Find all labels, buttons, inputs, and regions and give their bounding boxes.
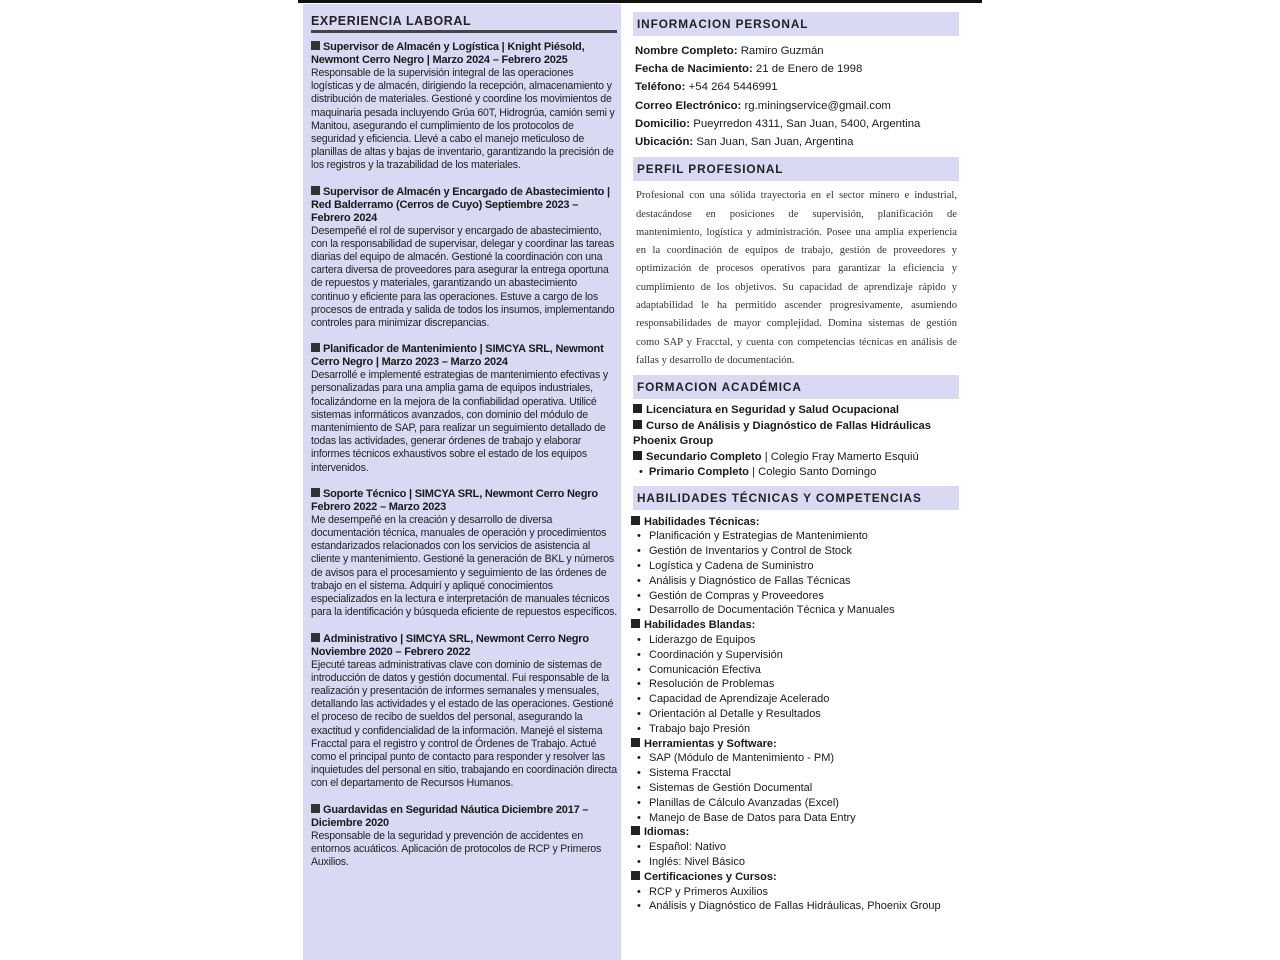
square-bullet-icon bbox=[311, 186, 320, 195]
info-label: Ubicación: bbox=[635, 136, 694, 149]
job-description: Responsable de la supervisión integral de las operaciones logísticas y de almacén, dirigiendo la recepción, almacenamiento y distribución de materiales. Gestioné y coordine los movimientos de maquinaria pesada incluyendo Grúa 60T, Hidrogrúa, camión semi y Manitou, asegurando el cumplimiento de los protocolos de seguridad y eficiencia. Llevé a cabo el manejo meticuloso de planillas de altas y bajas de inventario, garantizando la precisión de los registros y la trazabilidad de los materiales. bbox=[311, 67, 615, 172]
skill-text: Inglés: Nivel Básico bbox=[649, 856, 745, 869]
dot-bullet-icon: • bbox=[637, 530, 641, 543]
dot-bullet-icon: • bbox=[637, 752, 641, 765]
info-value: Pueyrredon 4311, San Juan, 5400, Argentina bbox=[693, 117, 921, 130]
job-description: Desempeñé el rol de supervisor y encargado de abastecimiento, con la responsabilidad de supervisar, delegar y coordinar las tareas diarias del equipo de almacén. Gestioné la coordinación con una cartera diversa de proveedores para asegurar la entrega oportuna de repuestos y materiales, garantizando un abastecimiento continuo y eficiente para las operaciones. Estuve a cargo de los procesos de entrada y salida de todos los insumos, implementando controles para minimizar discrepancias. bbox=[311, 224, 615, 330]
skill-item bbox=[631, 559, 959, 574]
dot-bullet-icon: • bbox=[637, 634, 641, 647]
skill-item bbox=[631, 811, 959, 826]
education-degree: Primario Completo bbox=[648, 466, 750, 479]
top-border bbox=[298, 0, 982, 3]
square-bullet-icon bbox=[311, 41, 320, 50]
dot-bullet-icon: • bbox=[637, 841, 641, 854]
skill-item bbox=[631, 663, 959, 678]
personal-info-row bbox=[635, 60, 957, 78]
dot-bullet-icon: • bbox=[637, 678, 641, 691]
dot-bullet-icon: • bbox=[637, 604, 641, 617]
skill-text: Capacidad de Aprendizaje Acelerado bbox=[649, 693, 830, 706]
skill-text: Sistema Fracctal bbox=[649, 767, 731, 780]
personal-info-title: INFORMACION PERSONAL bbox=[633, 12, 959, 36]
job-heading-text: Planificador de Mantenimiento | SIMCYA SRL, Newmont Cerro Negro | Marzo 2023 – Marzo 2024 bbox=[311, 343, 604, 369]
skills-list bbox=[631, 515, 959, 915]
dot-bullet-icon: • bbox=[637, 574, 641, 587]
square-bullet-icon bbox=[631, 516, 640, 525]
skill-text: Resolución de Problemas bbox=[649, 678, 775, 691]
square-bullet-icon bbox=[633, 420, 642, 429]
info-value: San Juan, San Juan, Argentina bbox=[696, 136, 854, 149]
skill-item bbox=[631, 589, 959, 604]
skill-item bbox=[631, 692, 959, 707]
square-bullet-icon bbox=[311, 633, 320, 642]
skill-text: Español: Nativo bbox=[649, 841, 727, 854]
skill-text: Trabajo bajo Presión bbox=[649, 722, 751, 735]
square-bullet-icon bbox=[633, 451, 642, 460]
info-label: Fecha de Nacimiento: bbox=[635, 63, 753, 76]
education-item bbox=[633, 419, 959, 450]
skill-group-name: Habilidades Blandas: bbox=[644, 619, 756, 632]
info-value: +54 264 5446991 bbox=[688, 81, 778, 94]
education-item bbox=[633, 450, 959, 466]
profile-text: Profesional con una sólida trayectoria en el sector minero e industrial, destacándose en posiciones de supervisión, planificación de mantenimiento, logística y administración. Posee una amplia experiencia en la coordinación de equipos de trabajo, gestión de proveedores y optimización de procesos operativos para garantizar la eficiencia y cumplimiento de los objetivos. Su capacidad de aprendizaje rápido y adaptabilidad le ha permitido ascender progresivamente, asumiendo responsabilidades de mayor complejidad. Domina sistemas de gestión como SAP y Fracctal, y cuenta con competencias técnicas en análisis de fallas y desarrollo de documentación. bbox=[636, 190, 957, 366]
job-heading bbox=[311, 186, 617, 225]
skill-group-heading bbox=[631, 825, 959, 840]
personal-info-row bbox=[635, 115, 957, 133]
education-institution: | Colegio Fray Mamerto Esquiú bbox=[761, 450, 919, 463]
info-column bbox=[633, 12, 959, 914]
info-value: 21 de Enero de 1998 bbox=[755, 63, 863, 76]
job-description: Responsable de la seguridad y prevención de accidentes en entornos acuáticos. Aplicación de protocolos de RCP y Primeros Auxilios. bbox=[311, 829, 602, 868]
square-bullet-icon bbox=[311, 343, 320, 352]
job-heading-text: Supervisor de Almacén y Encargado de Abastecimiento | Red Balderramo (Cerros de Cuyo) Septiembre 2023 – Febrero 2024 bbox=[311, 185, 610, 224]
skill-item bbox=[631, 633, 959, 648]
skill-text: Planillas de Cálculo Avanzadas (Excel) bbox=[649, 796, 839, 809]
skill-item bbox=[631, 766, 959, 781]
personal-info-row bbox=[635, 133, 957, 151]
info-label: Teléfono: bbox=[635, 81, 686, 94]
education-item bbox=[633, 403, 959, 419]
personal-info-row bbox=[635, 97, 957, 115]
info-value: rg.miningservice@gmail.com bbox=[744, 99, 891, 112]
job-heading bbox=[311, 633, 617, 659]
dot-bullet-icon: • bbox=[637, 589, 641, 602]
skill-item bbox=[631, 707, 959, 722]
education-list bbox=[633, 403, 959, 481]
experience-column bbox=[303, 4, 621, 960]
skill-item bbox=[631, 855, 959, 870]
personal-info-row bbox=[635, 42, 957, 60]
job-heading bbox=[311, 343, 617, 369]
dot-bullet-icon: • bbox=[637, 708, 641, 721]
skill-group-name: Habilidades Técnicas: bbox=[644, 515, 760, 528]
job-entry bbox=[311, 633, 617, 791]
skill-text: Coordinación y Supervisión bbox=[649, 648, 783, 661]
skill-group-heading bbox=[631, 618, 959, 633]
experience-title: EXPERIENCIA LABORAL bbox=[311, 14, 617, 33]
education-item bbox=[633, 465, 959, 481]
skill-item bbox=[631, 840, 959, 855]
dot-bullet-icon: • bbox=[637, 900, 641, 913]
dot-bullet-icon: • bbox=[637, 648, 641, 661]
dot-bullet-icon: • bbox=[637, 722, 641, 735]
square-bullet-icon bbox=[631, 738, 640, 747]
skill-text: Manejo de Base de Datos para Data Entry bbox=[649, 811, 856, 824]
dot-bullet-icon: • bbox=[637, 782, 641, 795]
skill-text: Comunicación Efectiva bbox=[649, 663, 761, 676]
skills-title: HABILIDADES TÉCNICAS Y COMPETENCIAS bbox=[633, 486, 959, 510]
job-heading-text: Soporte Técnico | SIMCYA SRL, Newmont Cerro Negro Febrero 2022 – Marzo 2023 bbox=[311, 487, 598, 513]
job-entry bbox=[311, 41, 617, 173]
job-entry bbox=[311, 343, 617, 475]
dot-bullet-icon: • bbox=[637, 796, 641, 809]
skill-text: Gestión de Inventarios y Control de Stock bbox=[649, 545, 852, 558]
skill-item bbox=[631, 677, 959, 692]
dot-bullet-icon: • bbox=[637, 767, 641, 780]
square-bullet-icon bbox=[311, 488, 320, 497]
job-heading bbox=[311, 41, 617, 67]
skill-item bbox=[631, 603, 959, 618]
skill-item bbox=[631, 885, 959, 900]
square-bullet-icon bbox=[311, 804, 320, 813]
info-label: Correo Electrónico: bbox=[635, 99, 742, 112]
skill-item bbox=[631, 722, 959, 737]
skill-text: SAP (Módulo de Mantenimiento - PM) bbox=[649, 752, 835, 765]
square-bullet-icon bbox=[631, 826, 640, 835]
skill-item bbox=[631, 796, 959, 811]
job-heading-text: Supervisor de Almacén y Logística | Knight Piésold, Newmont Cerro Negro | Marzo 2024 – Febrero 2025 bbox=[311, 41, 585, 66]
job-heading-text: Guardavidas en Seguridad Náutica Diciembre 2017 – Diciembre 2020 bbox=[311, 803, 589, 829]
skill-group-heading bbox=[631, 515, 959, 530]
job-entry bbox=[311, 186, 617, 331]
skill-group-name: Certificaciones y Cursos: bbox=[644, 870, 777, 883]
personal-info-list bbox=[635, 42, 957, 151]
education-degree: Curso de Análisis y Diagnóstico de Fallas Hidráulicas Phoenix Group bbox=[633, 419, 931, 448]
personal-info-row bbox=[635, 78, 957, 96]
skill-group-heading bbox=[631, 870, 959, 885]
dot-bullet-icon: • bbox=[637, 693, 641, 706]
education-title: FORMACION ACADÉMICA bbox=[633, 375, 959, 399]
dot-bullet-icon: • bbox=[637, 811, 641, 824]
skill-item bbox=[631, 574, 959, 589]
skill-item bbox=[631, 529, 959, 544]
profile-title: PERFIL PROFESIONAL bbox=[633, 157, 959, 181]
skill-text: Desarrollo de Documentación Técnica y Manuales bbox=[649, 604, 895, 617]
job-entry bbox=[311, 488, 617, 620]
info-value: Ramiro Guzmán bbox=[740, 45, 824, 57]
skill-group-heading bbox=[631, 737, 959, 752]
skill-text: Liderazgo de Equipos bbox=[649, 634, 756, 647]
job-description: Desarrollé e implementé estrategias de mantenimiento efectivas y personalizadas para una amplia gama de equipos industriales, focalizándome en la mejora de la confiabilidad operativa. Utilicé sistemas informáticos avanzados, con dominio del módulo de mantenimiento de SAP, para realizar un seguimiento detallado de todas las actividades, generar órdenes de trabajo y elaborar informes técnicos exhaustivos sobre el estado de los equipos intervenidos. bbox=[311, 369, 608, 474]
dot-bullet-icon: • bbox=[639, 466, 643, 479]
education-institution: | Colegio Santo Domingo bbox=[749, 466, 877, 479]
info-label: Nombre Completo: bbox=[635, 45, 738, 57]
skill-text: Análisis y Diagnóstico de Fallas Técnicas bbox=[649, 574, 851, 587]
education-degree: Secundario Completo bbox=[646, 450, 762, 463]
dot-bullet-icon: • bbox=[637, 885, 641, 898]
skill-text: Gestión de Compras y Proveedores bbox=[649, 589, 824, 602]
info-label: Domicilio: bbox=[635, 117, 691, 130]
skill-text: Logística y Cadena de Suministro bbox=[649, 560, 814, 573]
job-description: Me desempeñé en la creación y desarrollo de diversa documentación técnica, manuales de operación y procedimientos estandarizados relacionados con los servicios de asistencia al cliente y mantenimiento. Gestioné la generación de BKL y números de avisos para el procesamiento y seguimiento de las órdenes de trabajo en el sistema. Adquirí y apliqué conocimientos especializados en la lectura e interpretación de manuales técnicos para la identificación y búsqueda eficiente de repuestos específicos. bbox=[311, 513, 617, 619]
dot-bullet-icon: • bbox=[637, 856, 641, 869]
skill-item bbox=[631, 544, 959, 559]
skill-item bbox=[631, 751, 959, 766]
skill-group-name: Idiomas: bbox=[644, 826, 690, 839]
skill-text: Planificación y Estrategias de Mantenimiento bbox=[649, 530, 868, 543]
job-entry bbox=[311, 804, 617, 870]
education-degree: Licenciatura en Seguridad y Salud Ocupacional bbox=[646, 404, 900, 417]
job-description: Ejecuté tareas administrativas clave con dominio de sistemas de introducción de datos y gestión documental. Fui responsable de la realización y presentación de informes semanales y mensuales, detallando las actividades y el estado de las operaciones. Gestioné el proceso de recibo de sueldos del personal, asegurando la exactitud y confidencialidad de la información. Manejé el sistema Fracctal para el registro y control de Órdenes de Trabajo. Actué como el principal punto de contacto para responder y resolver las inquietudes del personal en sitio, trabajando en coordinación directa con el departamento de Recursos Humanos. bbox=[311, 658, 617, 790]
job-heading bbox=[311, 804, 617, 830]
square-bullet-icon bbox=[631, 871, 640, 880]
skill-item bbox=[631, 899, 959, 914]
dot-bullet-icon: • bbox=[637, 560, 641, 573]
square-bullet-icon bbox=[633, 404, 642, 413]
dot-bullet-icon: • bbox=[637, 663, 641, 676]
square-bullet-icon bbox=[631, 619, 640, 628]
skill-group-name: Herramientas y Software: bbox=[644, 737, 777, 750]
skill-text: RCP y Primeros Auxilios bbox=[649, 885, 768, 898]
job-list bbox=[311, 41, 617, 869]
skill-item bbox=[631, 648, 959, 663]
job-heading-text: Administrativo | SIMCYA SRL, Newmont Cerro Negro Noviembre 2020 – Febrero 2022 bbox=[311, 632, 589, 658]
skill-item bbox=[631, 781, 959, 796]
skill-text: Análisis y Diagnóstico de Fallas Hidráulicas, Phoenix Group bbox=[649, 900, 941, 913]
job-heading bbox=[311, 488, 617, 514]
skill-text: Sistemas de Gestión Documental bbox=[649, 782, 813, 795]
skill-text: Orientación al Detalle y Resultados bbox=[649, 708, 821, 721]
dot-bullet-icon: • bbox=[637, 545, 641, 558]
